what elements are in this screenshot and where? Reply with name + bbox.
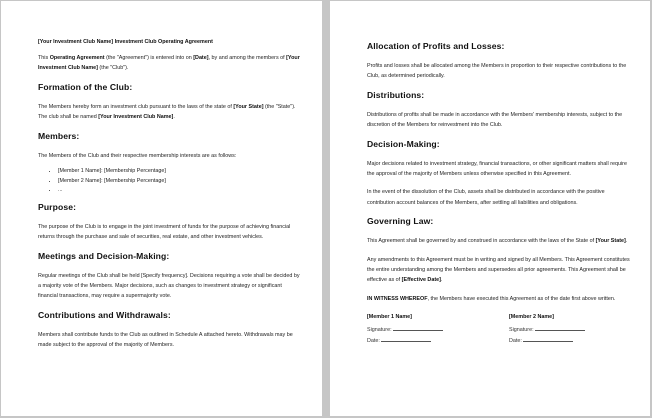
signature-label: Signature: (509, 327, 534, 334)
date-line (367, 336, 457, 347)
heading-decision-making: Decision-Making: (367, 138, 440, 149)
allocation-paragraph: Profits and losses shall be allocated among the Members in proportion to their respective contributions to the Club, as determined periodically. (367, 63, 627, 80)
heading-meetings: Meetings and Decision-Making: (38, 250, 170, 261)
document-page-1 (1, 1, 322, 416)
text: The Members hereby form an investment club pursuant to the laws of the state of (38, 103, 234, 110)
heading-distributions: Distributions: (367, 89, 425, 100)
meetings-paragraph: Regular meetings of the Club shall be held [Specify frequency]. Decisions requiring a vote shall be decided by a majority vote of the Members. Major decisions, such as changes to investment strategy or significant financial transactions, may require a supermajority vote. (38, 272, 300, 300)
governing-paragraph (367, 236, 630, 246)
text: . (625, 238, 628, 245)
date-line (509, 336, 599, 347)
signature-line (367, 325, 457, 336)
signature-member-1 (367, 312, 457, 347)
date-label: Date: (509, 338, 522, 345)
list-item: • [Member 2 Name]: [Membership Percentage] (58, 177, 302, 187)
state-placeholder: [Your State] (595, 238, 626, 245)
state-placeholder: [Your State] (233, 103, 264, 110)
members-paragraph: The Members of the Club and their respective membership interests are as follows: (38, 152, 237, 159)
text: (the "Agreement") is entered into on (104, 55, 194, 61)
intro-paragraph (38, 53, 302, 74)
signature-label: Signature: (367, 327, 392, 334)
date-blank[interactable] (523, 336, 573, 342)
signature-block (367, 312, 599, 347)
formation-paragraph (38, 102, 302, 123)
member-name: [Member 2 Name] (509, 314, 554, 321)
list-item: • [Member 1 Name]: [Membership Percentage] (58, 167, 302, 177)
text: This (38, 55, 50, 61)
signature-blank[interactable] (535, 325, 585, 331)
text: , the Members have executed this Agreement as of the date first above written. (427, 295, 616, 302)
club-name-placeholder: [Your Investment Club Name] (98, 114, 174, 121)
bold-text: Operating Agreement (49, 55, 105, 61)
signature-member-2 (509, 312, 599, 347)
heading-members: Members: (38, 130, 80, 141)
text: (the "Club"). (97, 65, 129, 72)
heading-formation: Formation of the Club: (38, 81, 133, 92)
date-placeholder: [Date] (193, 55, 209, 61)
heading-purpose: Purpose: (38, 201, 77, 212)
document-page-2 (330, 1, 650, 416)
list-item: • ... (58, 186, 302, 196)
text: . (173, 114, 175, 121)
decision-paragraph: Major decisions related to investment strategy, financial transactions, or other significant matters shall require the approval of the majority of Members unless otherwise specified in this Agreement. (367, 160, 627, 178)
purpose-paragraph: The purpose of the Club is to engage in the joint investment of funds for the purpose of achieving financial returns through the purchase and sale of securities, real estate, and other investment vehicles. (38, 223, 291, 241)
heading-governing-law: Governing Law: (367, 216, 434, 227)
heading-contributions: Contributions and Withdrawals: (38, 309, 171, 320)
signature-blank[interactable] (393, 325, 443, 331)
signature-line (509, 325, 599, 336)
contributions-paragraph: Members shall contribute funds to the Club as outlined in Schedule A attached hereto. Withdrawals may be made subject to the approval of the majority of Members. (38, 331, 293, 349)
text: , by and among the members of (208, 55, 287, 61)
text: (the "State"). The club shall be named (38, 103, 296, 121)
amendments-paragraph (367, 255, 630, 286)
effective-date-placeholder: [Effective Date] (401, 277, 441, 284)
club-name-placeholder: [Your Investment Club Name] (38, 55, 300, 72)
witness-paragraph (367, 294, 630, 304)
bold-text: IN WITNESS WHEREOF (367, 295, 428, 302)
text: Any amendments to this Agreement must be in writing and signed by all Members. This Agreement constitutes the entire understanding among the Members and supersedes all prior agreements. This Agreement shall be effective as of (367, 256, 630, 284)
dissolution-paragraph: In the event of the dissolution of the Club, assets shall be distributed in accordance with the positive contribution account balances of the Members, after settling all liabilities and obligations. (367, 189, 605, 206)
text: This Agreement shall be governed by and construed in accordance with the laws of the State of (367, 238, 596, 245)
date-blank[interactable] (381, 336, 431, 342)
member-name: [Member 1 Name] (367, 314, 412, 321)
distributions-paragraph: Distributions of profits shall be made in accordance with the Members' membership interests, subject to the discretion of the Members for reinvestment into the Club. (367, 111, 623, 129)
document-title: [Your Investment Club Name] Investment Club Operating Agreement (38, 39, 213, 45)
members-list (38, 167, 302, 196)
date-label: Date: (367, 338, 380, 345)
heading-allocation: Allocation of Profits and Losses: (367, 41, 505, 51)
text: . (440, 277, 443, 284)
